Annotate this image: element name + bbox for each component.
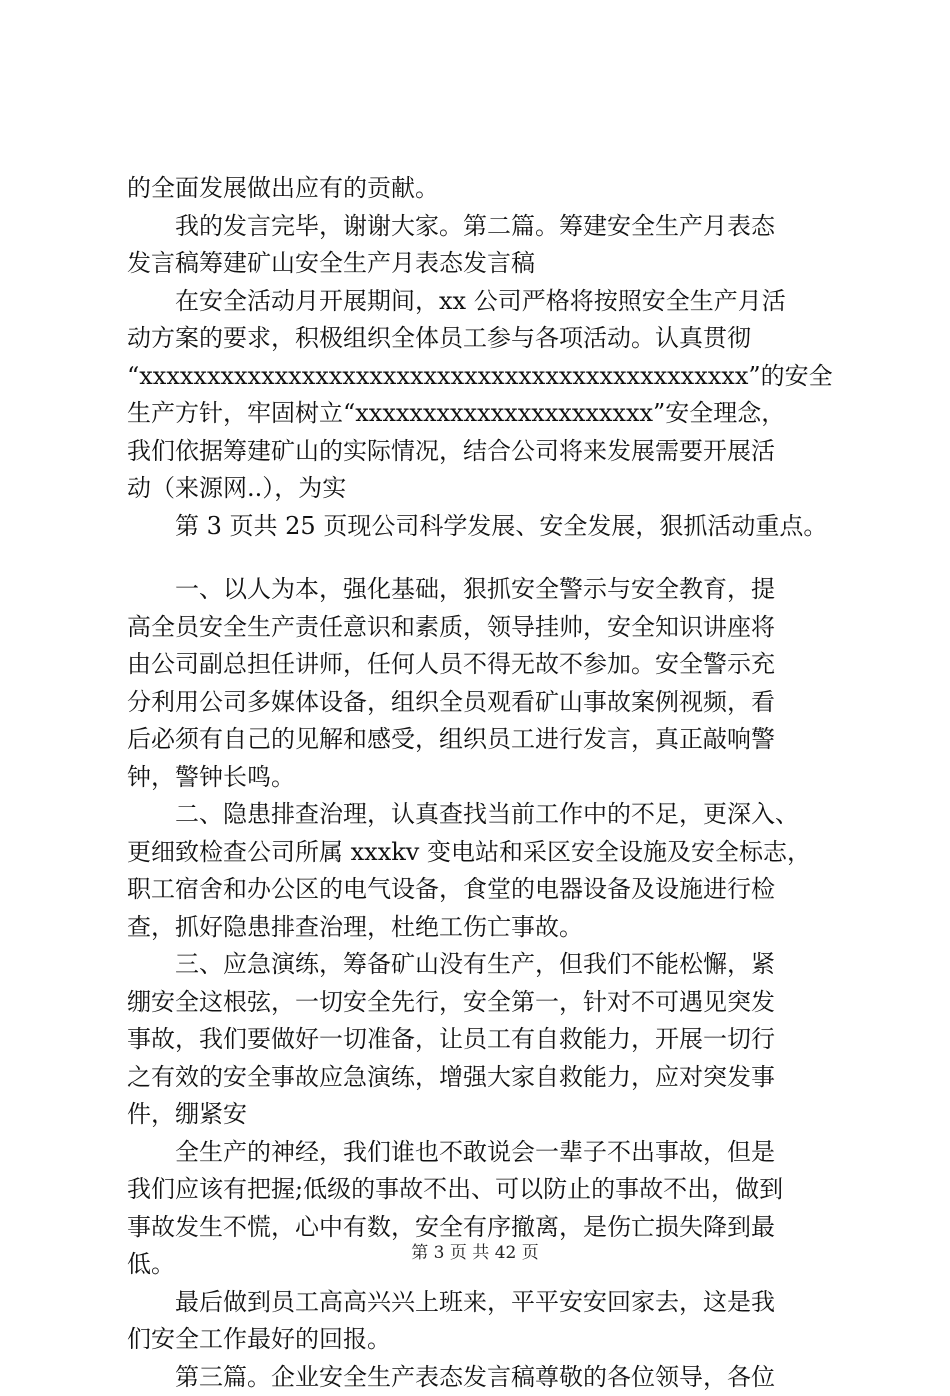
text-line: 由公司副总担任讲师，任何人员不得无故不参加。安全警示充 [127,646,847,684]
text-line: 查，抓好隐患排查治理，杜绝工伤亡事故。 [127,909,847,947]
text-line: 绷安全这根弦，一切安全先行，安全第一，针对不可遇见突发 [127,984,847,1022]
text-line: 事故，我们要做好一切准备，让员工有自救能力，开展一切行 [127,1021,847,1059]
text-line: 动（来源网..），为实 [127,470,847,508]
text-line: 后必须有自己的见解和感受，组织员工进行发言，真正敲响警 [127,721,847,759]
text-line: 低。 [127,1246,847,1284]
text-line: 们安全工作最好的回报。 [127,1321,847,1359]
text-line: 我们应该有把握;低级的事故不出、可以防止的事故不出，做到 [127,1171,847,1209]
text-line: 最后做到员工高高兴兴上班来，平平安安回家去，这是我 [127,1284,847,1322]
text-line: 全生产的神经，我们谁也不敢说会一辈子不出事故，但是 [127,1134,847,1172]
text-line: 我的发言完毕，谢谢大家。第二篇。筹建安全生产月表态 [127,208,847,246]
text-line: 钟，警钟长鸣。 [127,759,847,797]
text-line: 更细致检查公司所属 xxxkv 变电站和采区安全设施及安全标志， [127,834,847,872]
text-line: 发言稿筹建矿山安全生产月表态发言稿 [127,245,847,283]
text-line: 高全员安全生产责任意识和素质，领导挂帅，安全知识讲座将 [127,609,847,647]
text-line: 二、隐患排查治理，认真查找当前工作中的不足，更深入、 [127,796,847,834]
text-line: 的全面发展做出应有的贡献。 [127,170,847,208]
text-line: “xxxxxxxxxxxxxxxxxxxxxxxxxxxxxxxxxxxxxxxxxxxxx”的安全 [127,358,847,396]
text-line: 之有效的安全事故应急演练，增强大家自救能力，应对突发事 [127,1059,847,1097]
text-line: 事故发生不慌，心中有数，安全有序撤离，是伤亡损失降到最 [127,1209,847,1247]
text-line: 我们依据筹建矿山的实际情况，结合公司将来发展需要开展活 [127,433,847,471]
text-line: 三、应急演练，筹备矿山没有生产，但我们不能松懈，紧 [127,946,847,984]
page-footer [0,1241,950,1265]
text-line: 第 3 页共 25 页现公司科学发展、安全发展，狠抓活动重点。 [127,508,847,546]
document-body [127,170,847,1396]
paragraph-gap [127,545,847,571]
text-line: 一、以人为本，强化基础，狠抓安全警示与安全教育，提 [127,571,847,609]
text-line: 职工宿舍和办公区的电气设备，食堂的电器设备及设施进行检 [127,871,847,909]
text-line: 件，绷紧安 [127,1096,847,1134]
text-line: 第三篇。企业安全生产表态发言稿尊敬的各位领导，各位 [127,1359,847,1396]
page-number-label: 第 3 页 共 42 页 [411,1243,538,1263]
text-line: 在安全活动月开展期间，xx 公司严格将按照安全生产月活 [127,283,847,321]
text-line: 生产方针，牢固树立“xxxxxxxxxxxxxxxxxxxxxx”安全理念， [127,395,847,433]
text-line: 分利用公司多媒体设备，组织全员观看矿山事故案例视频，看 [127,684,847,722]
text-line: 动方案的要求，积极组织全体员工参与各项活动。认真贯彻 [127,320,847,358]
